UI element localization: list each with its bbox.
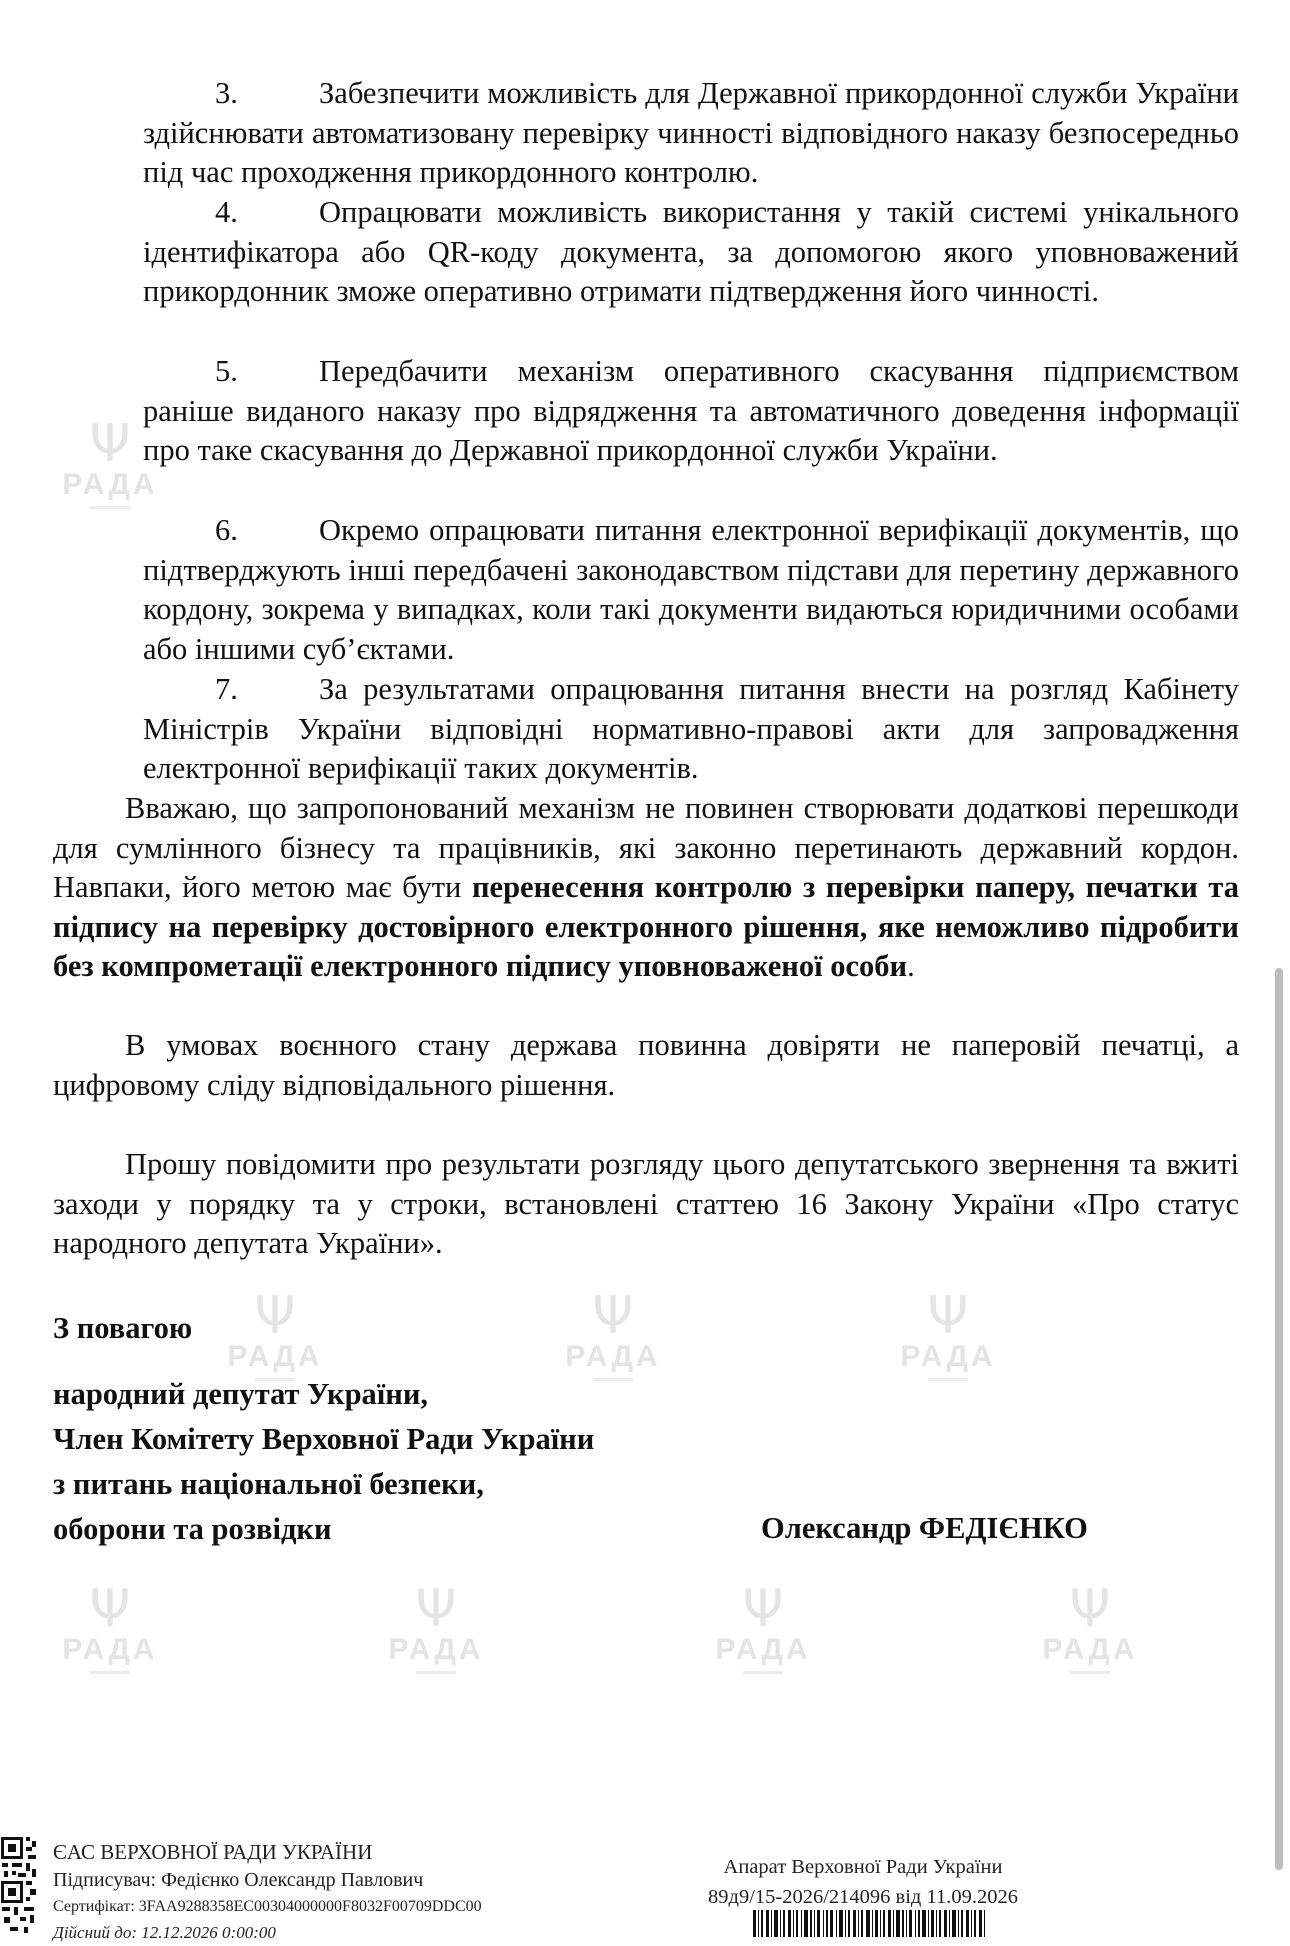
scrollbar[interactable] — [1275, 968, 1283, 1870]
watermark: Ψ РАДА — [553, 1290, 673, 1381]
trident-icon: Ψ — [592, 1286, 634, 1346]
watermark: Ψ РАДА — [50, 1583, 170, 1674]
trident-icon: Ψ — [1069, 1579, 1111, 1639]
list-item: 3. Забезпечити можливість для Державної прикордонної служби України здійснювати автоматизовану перевірку чинності відповідного наказу безпосередньо під час проходження прикордонного контролю. — [143, 76, 1239, 189]
signatory-title: народний депутат України, Член Комітету Верховної Ради України з питань національної безпеки, оборони та розвідки — [53, 1377, 595, 1546]
list-item: 4. Опрацювати можливість використання у такій системі унікального ідентифікатора або QR-коду документа, за допомогою якого уповноважений прикордонник зможе оперативно отримати підтвердження його чинності. — [143, 195, 1239, 308]
watermark: Ψ РАДА — [376, 1583, 496, 1674]
watermark: Ψ РАДА — [215, 1290, 335, 1381]
trident-icon: Ψ — [89, 1579, 131, 1639]
trident-icon: Ψ — [927, 1286, 969, 1346]
barcode-icon — [753, 1910, 985, 1937]
paragraph-request: Прошу повідомити про результати розгляду цього депутатського звернення та вжиті заходи у порядку та у строки, встановлені статтею 16 Закону України «Про статус народного депутата України». — [53, 1147, 1239, 1260]
qr-code-icon — [0, 1835, 38, 1937]
trident-icon: Ψ — [415, 1579, 457, 1639]
trident-icon: Ψ — [742, 1579, 784, 1639]
digital-signature-info: ЄАС ВЕРХОВНОЇ РАДИ УКРАЇНИ Підписувач: Федієнко Олександр Павлович Сертифікат: 3FAA9288358EC00304000000F8032F00709DDC00 Дійсний до: 12.12.2026 0:00:00 — [53, 1840, 482, 1942]
signatory-name: Олександр ФЕДІЄНКО — [761, 1511, 1088, 1545]
emphasis-text: перенесення контролю з перевірки паперу, печатки та підпису на перевірку достовірного електронного рішення, яке неможливо підробити без компрометації електронного підпису уповноваженої особи — [53, 870, 1239, 983]
registration-stamp: Апарат Верховної Ради України 89д9/15-2026/214096 від 11.09.2026 — [708, 1856, 1018, 1908]
trident-icon: Ψ — [254, 1286, 296, 1346]
paragraph-war: В умовах воєнного стану держава повинна довіряти не паперовій печатці, а цифровому сліду відповідального рішення. — [53, 1028, 1239, 1102]
list-item: 5. Передбачити механізм оперативного скасування підприємством раніше виданого наказу про відрядження та автоматичного доведення інформації про таке скасування до Державної прикордонної служби України. — [143, 354, 1239, 467]
watermark: Ψ РАДА — [703, 1583, 823, 1674]
trident-icon: Ψ — [89, 414, 131, 474]
watermark: Ψ РАДА — [1030, 1583, 1150, 1674]
list-item: 7. За результатами опрацювання питання внести на розгляд Кабінету Міністрів України відповідні нормативно-правові акти для запровадження електронної верифікації таких документів. — [143, 672, 1239, 785]
list-item: 6. Окремо опрацювати питання електронної верифікації документів, що підтверджують інші передбачені законодавством підстави для перетину державного кордону, зокрема у випадках, коли такі документи видаються юридичними особами або іншими суб’єктами. — [143, 513, 1239, 666]
paragraph-believe: Вважаю, що запропонований механізм не повинен створювати додаткові перешкоди для сумлінного бізнесу та працівників, які законно перетинають державний кордон. Навпаки, його метою має бути перенесення контролю з перевірки паперу, печатки та підпису на перевірку достовірного електронного рішення, яке неможливо підробити без компрометації електронного підпису уповноваженої особи. — [53, 791, 1239, 983]
watermark: Ψ РАДА — [50, 418, 170, 509]
closing-text: З повагою — [53, 1311, 193, 1345]
watermark: Ψ РАДА — [888, 1290, 1008, 1381]
